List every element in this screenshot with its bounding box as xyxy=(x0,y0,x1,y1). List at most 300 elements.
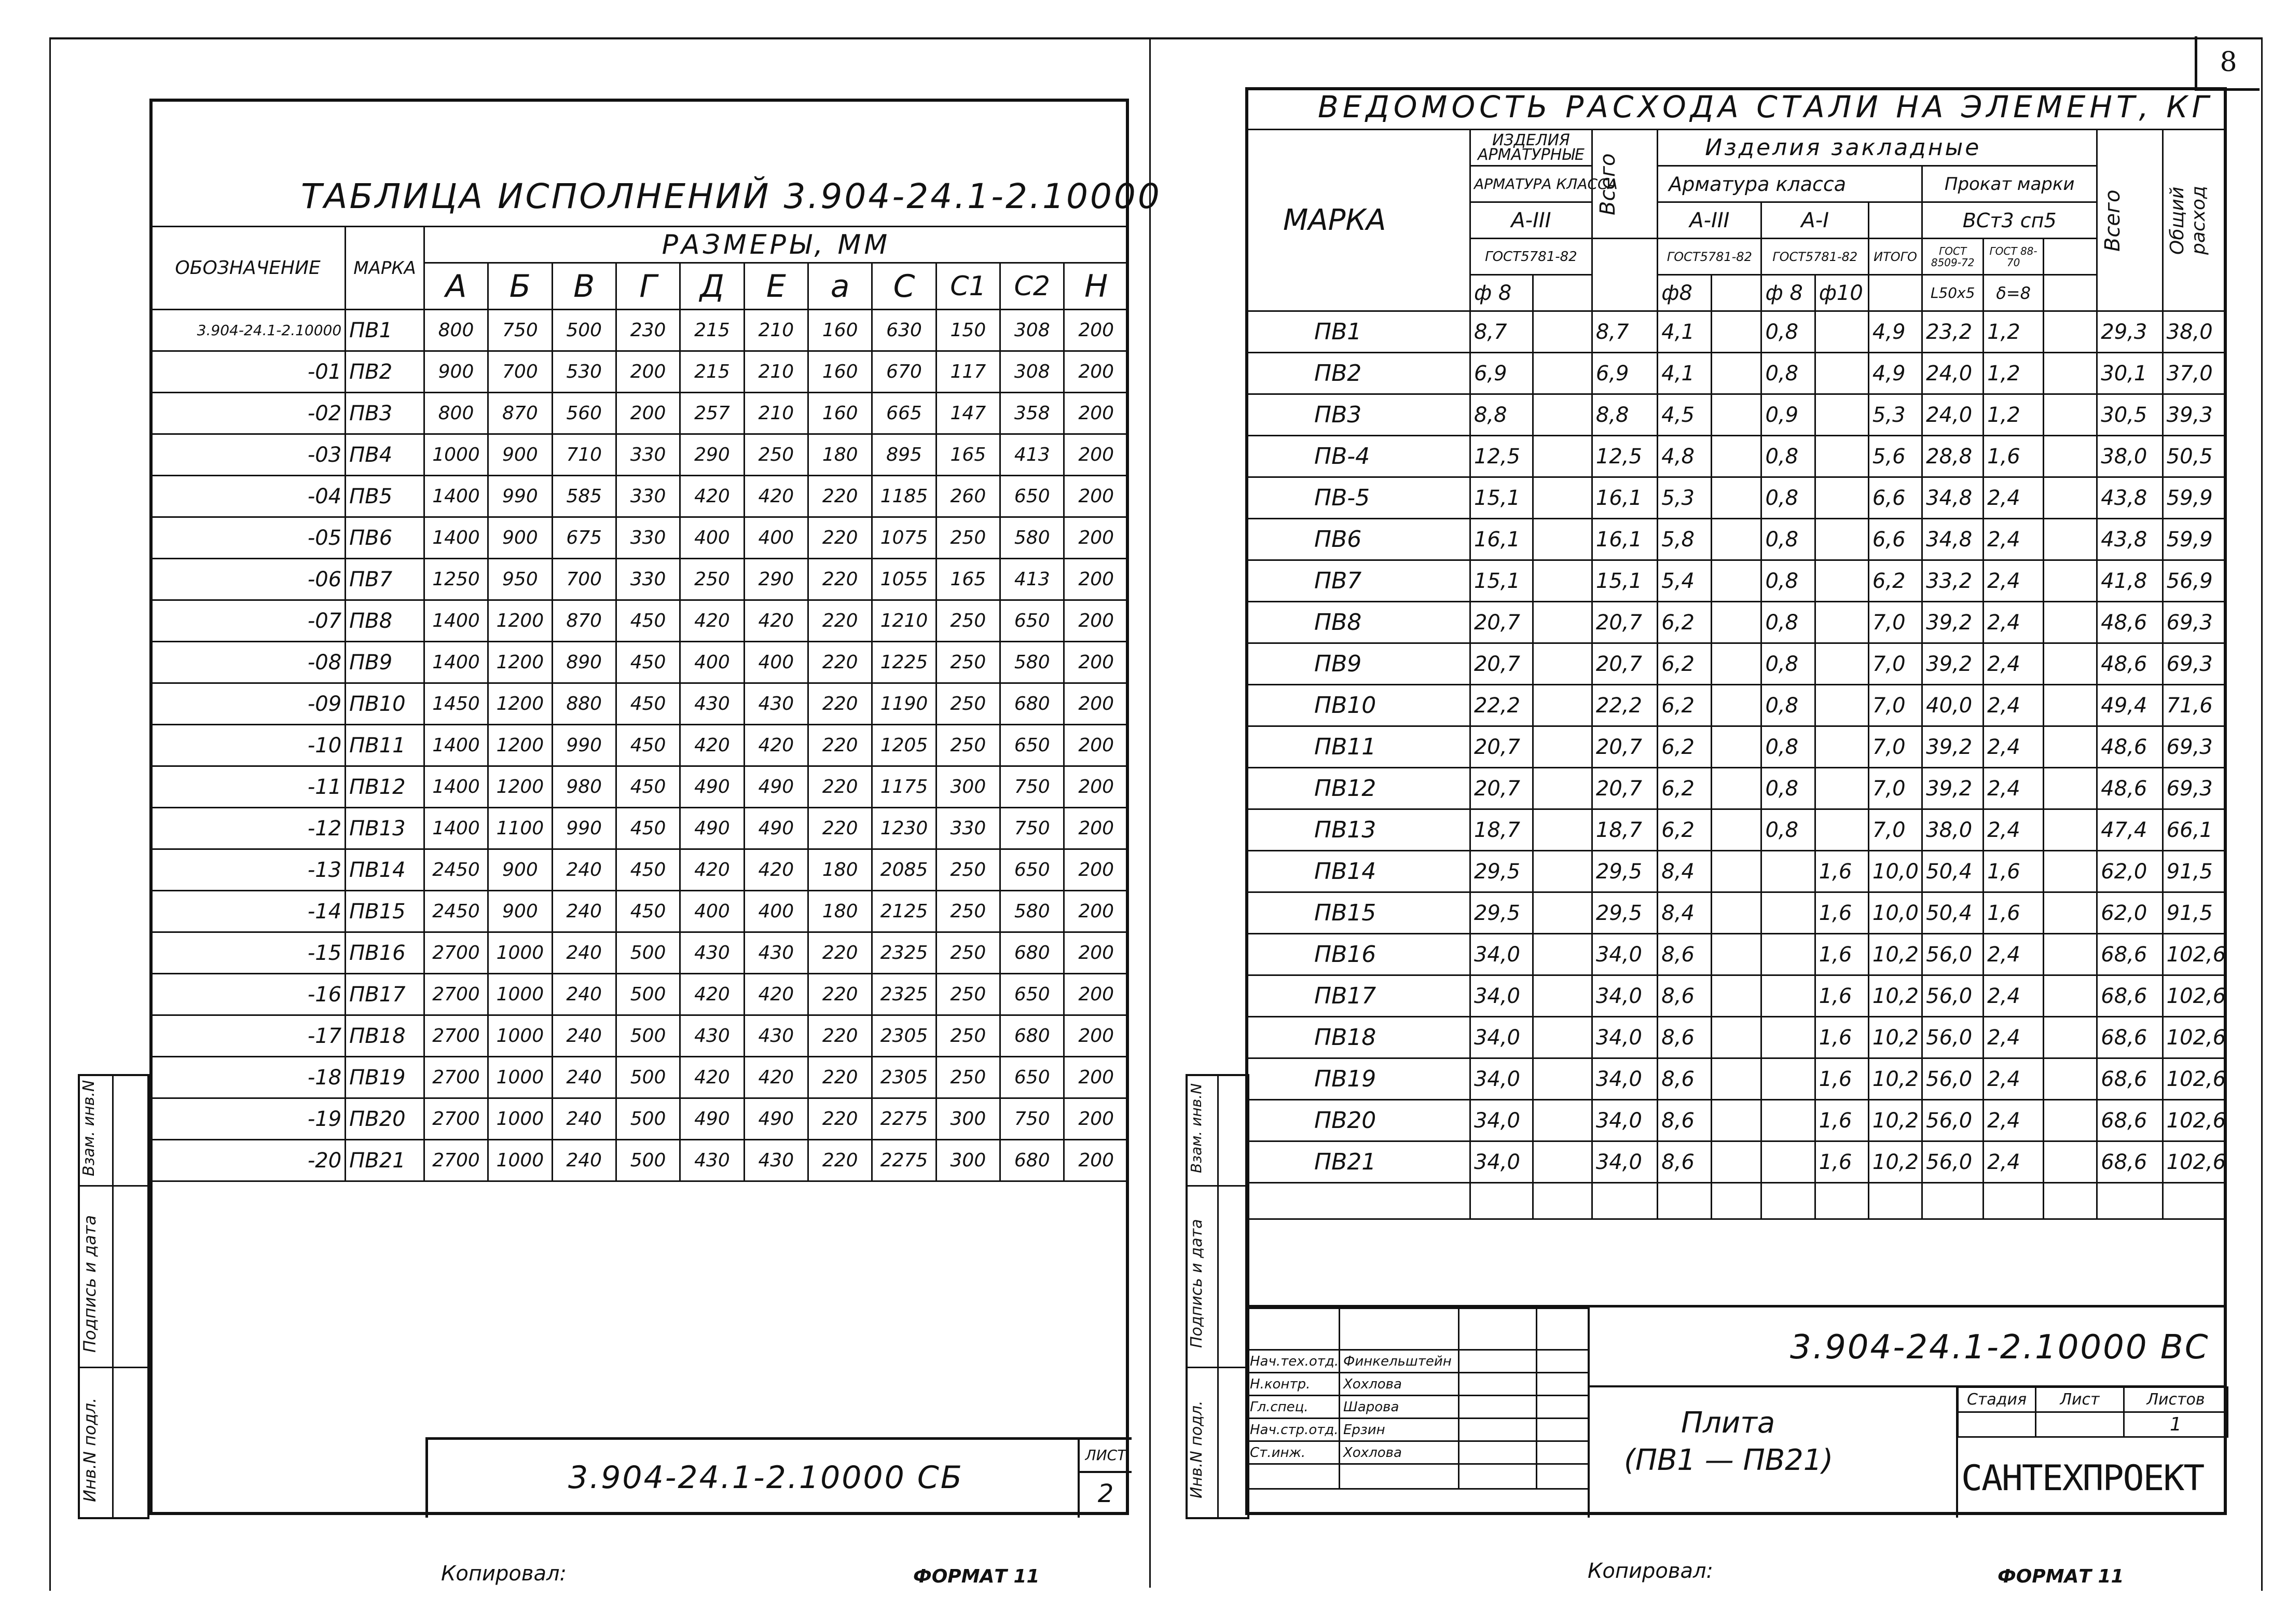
value-cell: 0,8 xyxy=(1761,436,1815,477)
value-cell: 62,0 xyxy=(2097,892,2163,934)
size-cell: 400 xyxy=(680,642,744,683)
size-cell: 200 xyxy=(1064,932,1128,974)
name-cell: Хохлова xyxy=(1340,1373,1459,1396)
value-cell: 38,0 xyxy=(1922,809,1984,851)
sheet-value xyxy=(2036,1412,2124,1437)
value-cell: 68,6 xyxy=(2097,1017,2163,1058)
size-cell: 750 xyxy=(1000,808,1064,849)
mark-cell: ПВ20 xyxy=(346,1098,424,1140)
value-cell: 16,1 xyxy=(1470,519,1533,560)
size-cell: 1400 xyxy=(424,517,488,559)
size-cell: 200 xyxy=(1064,476,1128,517)
side-label-vzam: Взам. инв.N xyxy=(80,1080,98,1176)
value-cell: 20,7 xyxy=(1592,602,1657,643)
size-cell: 250 xyxy=(936,517,1000,559)
size-cell: 220 xyxy=(808,1140,872,1181)
table-row xyxy=(150,476,1128,517)
rcol-total2: Всего xyxy=(2101,189,2125,252)
rcol-rebar-class: АРМАТУРА КЛАССА xyxy=(1470,166,1592,202)
size-cell: 1400 xyxy=(424,642,488,683)
designation-cell: -03 xyxy=(150,434,346,476)
size-cell: 490 xyxy=(744,808,808,849)
table-row xyxy=(1246,851,2226,892)
value-cell: 48,6 xyxy=(2097,602,2163,643)
rcol-prokat: Прокат марки xyxy=(1922,166,2097,202)
size-cell: 250 xyxy=(936,891,1000,932)
rcol-t8: δ=8 xyxy=(1984,275,2044,311)
value-cell: 6,9 xyxy=(1470,353,1533,394)
rcol-emb-a1: А-I xyxy=(1761,202,1868,239)
empty-cell xyxy=(1533,1100,1592,1141)
value-cell: 2,4 xyxy=(1984,1141,2044,1183)
right-side-stamp xyxy=(1186,1074,1249,1519)
value-cell: 7,0 xyxy=(1868,602,1922,643)
signature-cell xyxy=(1459,1396,1537,1419)
empty-cell xyxy=(1711,809,1761,851)
page-number: 8 xyxy=(2220,47,2237,78)
value-cell: 68,6 xyxy=(2097,1058,2163,1100)
value-cell: 10,2 xyxy=(1868,975,1922,1017)
mark-cell: ПВ7 xyxy=(346,559,424,600)
size-cell: 257 xyxy=(680,393,744,434)
value-cell: 0,8 xyxy=(1761,560,1815,602)
size-cell: 260 xyxy=(936,476,1000,517)
stage-label: Стадия xyxy=(1958,1387,2036,1412)
rcol-total: Всего xyxy=(1595,153,1620,215)
right-stamp xyxy=(1245,1305,2227,1518)
mark-cell: ПВ-5 xyxy=(1246,477,1470,519)
col-mark: МАРКА xyxy=(346,227,424,310)
value-cell: 28,8 xyxy=(1922,436,1984,477)
empty-cell xyxy=(2044,477,2097,519)
size-cell: 1000 xyxy=(488,1015,552,1057)
empty-cell xyxy=(2044,519,2097,560)
mark-cell: ПВ10 xyxy=(1246,685,1470,726)
size-cell: 900 xyxy=(424,351,488,393)
size-cell: 330 xyxy=(616,434,680,476)
value-cell: 20,7 xyxy=(1592,768,1657,809)
value-cell: 1,2 xyxy=(1984,353,2044,394)
size-cell: 490 xyxy=(680,766,744,808)
value-cell: 20,7 xyxy=(1470,768,1533,809)
size-cell: 430 xyxy=(680,683,744,725)
empty-cell xyxy=(2044,975,2097,1017)
value-cell: 12,5 xyxy=(1470,436,1533,477)
mark-cell: ПВ11 xyxy=(1246,726,1470,768)
size-cell: 220 xyxy=(808,766,872,808)
value-cell: 20,7 xyxy=(1592,643,1657,685)
size-cell: 330 xyxy=(616,559,680,600)
value-cell: 68,6 xyxy=(2097,934,2163,975)
value-cell: 8,7 xyxy=(1470,311,1533,353)
mark-cell: ПВ21 xyxy=(1246,1141,1470,1183)
size-cell: 2700 xyxy=(424,1140,488,1181)
value-cell: 50,4 xyxy=(1922,892,1984,934)
value-cell: 22,2 xyxy=(1470,685,1533,726)
mark-cell: ПВ4 xyxy=(346,434,424,476)
size-cell: 220 xyxy=(808,808,872,849)
value-cell: 68,6 xyxy=(2097,975,2163,1017)
value-cell xyxy=(1815,643,1868,685)
size-cell: 240 xyxy=(552,1098,616,1140)
designation-cell: -01 xyxy=(150,351,346,393)
size-cell: 1225 xyxy=(872,642,936,683)
size-cell: 200 xyxy=(1064,849,1128,891)
mark-cell: ПВ6 xyxy=(1246,519,1470,560)
empty-cell xyxy=(1711,1100,1761,1141)
value-cell: 0,8 xyxy=(1761,353,1815,394)
right-format: ФОРМАТ 11 xyxy=(1998,1566,2124,1587)
size-cell: 750 xyxy=(488,310,552,351)
left-side-stamp xyxy=(78,1074,149,1519)
sheet-label: Лист xyxy=(2036,1387,2124,1412)
rcol-emb-a3: А-III xyxy=(1658,202,1761,239)
size-cell: 220 xyxy=(808,517,872,559)
size-cell: 450 xyxy=(616,600,680,642)
signature-row xyxy=(1246,1419,1589,1441)
value-cell: 102,6 xyxy=(2163,1017,2226,1058)
mark-cell: ПВ16 xyxy=(346,932,424,974)
table-row xyxy=(150,642,1128,683)
mark-cell: ПВ19 xyxy=(346,1057,424,1098)
table-row xyxy=(1246,934,2226,975)
size-cell: 413 xyxy=(1000,559,1064,600)
signature-cell xyxy=(1459,1441,1537,1464)
mark-cell: ПВ-4 xyxy=(1246,436,1470,477)
empty-cell xyxy=(1533,768,1592,809)
size-cell: 430 xyxy=(744,683,808,725)
empty-cell xyxy=(1533,394,1592,436)
size-cell: 1200 xyxy=(488,642,552,683)
role-cell: Гл.спец. xyxy=(1246,1396,1340,1419)
col-b: Б xyxy=(488,263,552,310)
table-row xyxy=(1246,809,2226,851)
size-cell: 750 xyxy=(1000,766,1064,808)
rcol-emb-rebar: Арматура класса xyxy=(1658,166,1922,202)
col-a: А xyxy=(424,263,488,310)
rcol-total-cell xyxy=(1592,130,1657,239)
value-cell xyxy=(1815,685,1868,726)
size-cell: 2700 xyxy=(424,1057,488,1098)
value-cell: 0,8 xyxy=(1761,685,1815,726)
size-cell: 890 xyxy=(552,642,616,683)
designation-cell: -19 xyxy=(150,1098,346,1140)
mark-cell: ПВ9 xyxy=(1246,643,1470,685)
rcol-e1-d8: ф 8 xyxy=(1761,275,1815,311)
left-copied xyxy=(441,1562,567,1586)
size-cell: 900 xyxy=(488,434,552,476)
size-cell: 250 xyxy=(744,434,808,476)
mark-cell: ПВ12 xyxy=(1246,768,1470,809)
value-cell: 39,3 xyxy=(2163,394,2226,436)
value-cell: 5,6 xyxy=(1868,436,1922,477)
value-cell: 8,6 xyxy=(1658,934,1711,975)
value-cell: 34,0 xyxy=(1592,1141,1657,1183)
size-cell: 1100 xyxy=(488,808,552,849)
size-cell: 650 xyxy=(1000,725,1064,766)
designation-cell: -05 xyxy=(150,517,346,559)
size-cell: 210 xyxy=(744,393,808,434)
size-cell: 180 xyxy=(808,434,872,476)
size-cell: 2700 xyxy=(424,1015,488,1057)
right-table-title: ВЕДОМОСТЬ РАСХОДА СТАЛИ НА ЭЛЕМЕНТ, КГ xyxy=(1318,89,2213,125)
size-cell: 450 xyxy=(616,725,680,766)
table-row xyxy=(150,351,1128,393)
value-cell: 1,6 xyxy=(1984,892,2044,934)
size-cell: 200 xyxy=(1064,683,1128,725)
size-cell: 250 xyxy=(936,642,1000,683)
value-cell: 1,6 xyxy=(1815,1058,1868,1100)
size-cell: 900 xyxy=(488,849,552,891)
rcol-embedded: Изделия закладные xyxy=(1658,130,2097,166)
rcol-blank3 xyxy=(1533,275,1592,311)
value-cell: 8,4 xyxy=(1658,892,1711,934)
signature-cell xyxy=(1459,1373,1537,1396)
value-cell: 34,0 xyxy=(1470,1058,1533,1100)
signature-row xyxy=(1246,1396,1589,1419)
empty-cell xyxy=(1533,519,1592,560)
table-row xyxy=(150,974,1128,1015)
size-cell: 220 xyxy=(808,1015,872,1057)
size-cell: 200 xyxy=(1064,725,1128,766)
empty-cell xyxy=(1711,1017,1761,1058)
col-sizes: РАЗМЕРЫ, ММ xyxy=(424,227,1128,263)
size-cell: 1450 xyxy=(424,683,488,725)
value-cell: 1,6 xyxy=(1815,1141,1868,1183)
signature-table xyxy=(1245,1308,1589,1490)
size-cell: 650 xyxy=(1000,849,1064,891)
empty-cell xyxy=(2044,353,2097,394)
empty-cell xyxy=(1533,477,1592,519)
size-cell: 500 xyxy=(616,1057,680,1098)
mark-cell: ПВ17 xyxy=(346,974,424,1015)
value-cell: 66,1 xyxy=(2163,809,2226,851)
size-cell: 900 xyxy=(488,517,552,559)
size-cell: 215 xyxy=(680,310,744,351)
size-cell: 585 xyxy=(552,476,616,517)
stage-value xyxy=(1958,1412,2036,1437)
size-cell: 1000 xyxy=(488,1057,552,1098)
size-cell: 250 xyxy=(936,849,1000,891)
empty-cell xyxy=(2044,1141,2097,1183)
size-cell: 200 xyxy=(1064,1098,1128,1140)
empty-cell xyxy=(1533,560,1592,602)
empty-cell xyxy=(2044,685,2097,726)
value-cell: 34,0 xyxy=(1470,1100,1533,1141)
size-cell: 580 xyxy=(1000,891,1064,932)
value-cell: 2,4 xyxy=(1984,685,2044,726)
size-cell: 200 xyxy=(1064,517,1128,559)
empty-cell xyxy=(1711,311,1761,353)
size-cell: 220 xyxy=(808,974,872,1015)
value-cell: 8,6 xyxy=(1658,1017,1711,1058)
left-table-title: ТАБЛИЦА ИСПОЛНЕНИЙ 3.904-24.1-2.10000 xyxy=(301,176,1162,216)
empty-cell xyxy=(1711,436,1761,477)
size-cell: 990 xyxy=(552,808,616,849)
size-cell: 420 xyxy=(680,725,744,766)
size-cell: 330 xyxy=(936,808,1000,849)
value-cell: 5,4 xyxy=(1658,560,1711,602)
empty-cell xyxy=(2044,1017,2097,1058)
size-cell: 200 xyxy=(1064,1057,1128,1098)
empty-cell xyxy=(2044,851,2097,892)
size-cell: 670 xyxy=(872,351,936,393)
table-row xyxy=(150,434,1128,476)
value-cell: 2,4 xyxy=(1984,560,2044,602)
table-row xyxy=(1246,975,2226,1017)
col-e: Е xyxy=(744,263,808,310)
value-cell: 2,4 xyxy=(1984,643,2044,685)
table-row xyxy=(1246,560,2226,602)
size-cell: 240 xyxy=(552,849,616,891)
value-cell: 102,6 xyxy=(2163,975,2226,1017)
size-cell: 290 xyxy=(744,559,808,600)
rcol-overall: Общий расход xyxy=(2166,186,2209,255)
table-row xyxy=(1246,477,2226,519)
value-cell: 1,6 xyxy=(1984,436,2044,477)
value-cell: 2,4 xyxy=(1984,768,2044,809)
size-cell: 215 xyxy=(680,351,744,393)
size-cell: 430 xyxy=(744,1140,808,1181)
rcol-l50: L50х5 xyxy=(1922,275,1984,311)
size-cell: 1000 xyxy=(488,1140,552,1181)
empty-cell xyxy=(2044,726,2097,768)
mark-cell: ПВ1 xyxy=(1246,311,1470,353)
mark-cell: ПВ17 xyxy=(1246,975,1470,1017)
mark-cell: ПВ8 xyxy=(346,600,424,642)
size-cell: 400 xyxy=(744,517,808,559)
empty-cell xyxy=(2044,768,2097,809)
empty-cell xyxy=(2044,311,2097,353)
empty-cell xyxy=(2044,892,2097,934)
designation-cell: -20 xyxy=(150,1140,346,1181)
rcol-blank5 xyxy=(1868,275,1922,311)
role-cell: Н.контр. xyxy=(1246,1373,1340,1396)
size-cell: 420 xyxy=(680,1057,744,1098)
empty-cell xyxy=(1533,1058,1592,1100)
value-cell: 23,2 xyxy=(1922,311,1984,353)
value-cell: 34,8 xyxy=(1922,519,1984,560)
table-row xyxy=(150,517,1128,559)
value-cell: 102,6 xyxy=(2163,1141,2226,1183)
empty-cell xyxy=(1533,975,1592,1017)
value-cell: 6,6 xyxy=(1868,477,1922,519)
size-cell: 580 xyxy=(1000,642,1064,683)
value-cell: 69,3 xyxy=(2163,602,2226,643)
size-cell: 420 xyxy=(744,849,808,891)
value-cell: 6,2 xyxy=(1658,643,1711,685)
designation-cell: -04 xyxy=(150,476,346,517)
side-label-sign: Подпись и дата xyxy=(80,1215,100,1353)
mark-cell: ПВ1 xyxy=(346,310,424,351)
size-cell: 800 xyxy=(424,310,488,351)
size-cell: 710 xyxy=(552,434,616,476)
value-cell: 18,7 xyxy=(1592,809,1657,851)
value-cell: 29,5 xyxy=(1592,892,1657,934)
value-cell: 39,2 xyxy=(1922,643,1984,685)
value-cell: 68,6 xyxy=(2097,1141,2163,1183)
value-cell: 8,6 xyxy=(1658,1141,1711,1183)
rcol-e-d8: ф8 xyxy=(1658,275,1711,311)
table-row xyxy=(150,1098,1128,1140)
designation-cell: -16 xyxy=(150,974,346,1015)
size-cell: 308 xyxy=(1000,310,1064,351)
size-cell: 300 xyxy=(936,1098,1000,1140)
size-cell: 220 xyxy=(808,725,872,766)
size-cell: 1230 xyxy=(872,808,936,849)
value-cell: 2,4 xyxy=(1984,1058,2044,1100)
value-cell: 20,7 xyxy=(1470,726,1533,768)
left-format: ФОРМАТ 11 xyxy=(913,1566,1040,1587)
size-cell: 420 xyxy=(680,849,744,891)
table-row xyxy=(150,725,1128,766)
designation-cell: 3.904-24.1-2.10000 xyxy=(150,310,346,351)
value-cell: 1,6 xyxy=(1815,892,1868,934)
rcol-gost2: ГОСТ5781-82 xyxy=(1658,239,1761,275)
size-cell: 1200 xyxy=(488,725,552,766)
value-cell: 91,5 xyxy=(2163,892,2226,934)
date-cell xyxy=(1537,1441,1589,1464)
value-cell: 34,0 xyxy=(1592,975,1657,1017)
size-cell: 2085 xyxy=(872,849,936,891)
size-cell: 1205 xyxy=(872,725,936,766)
size-cell: 675 xyxy=(552,517,616,559)
size-cell: 250 xyxy=(936,1015,1000,1057)
size-cell: 680 xyxy=(1000,1140,1064,1181)
size-cell: 420 xyxy=(680,974,744,1015)
size-cell: 500 xyxy=(552,310,616,351)
value-cell: 39,2 xyxy=(1922,768,1984,809)
value-cell xyxy=(1815,394,1868,436)
size-cell: 240 xyxy=(552,1057,616,1098)
value-cell xyxy=(1761,934,1815,975)
mark-cell: ПВ20 xyxy=(1246,1100,1470,1141)
value-cell: 8,8 xyxy=(1592,394,1657,436)
value-cell xyxy=(1761,851,1815,892)
size-cell: 147 xyxy=(936,393,1000,434)
value-cell xyxy=(1761,975,1815,1017)
table-row xyxy=(1246,685,2226,726)
size-cell: 430 xyxy=(744,932,808,974)
table-row xyxy=(1246,436,2226,477)
size-cell: 180 xyxy=(808,849,872,891)
empty-cell xyxy=(2044,436,2097,477)
value-cell: 2,4 xyxy=(1984,934,2044,975)
right-stamp-code: 3.904-24.1-2.10000 ВС xyxy=(1790,1328,2210,1367)
value-cell xyxy=(1815,311,1868,353)
value-cell: 10,2 xyxy=(1868,1058,1922,1100)
size-cell: 680 xyxy=(1000,1015,1064,1057)
designation-cell: -11 xyxy=(150,766,346,808)
col-d: Д xyxy=(680,263,744,310)
value-cell: 10,2 xyxy=(1868,1141,1922,1183)
size-cell: 200 xyxy=(1064,1015,1128,1057)
value-cell: 8,6 xyxy=(1658,1100,1711,1141)
table-row xyxy=(150,1057,1128,1098)
value-cell: 56,0 xyxy=(1922,1058,1984,1100)
table-row xyxy=(1246,311,2226,353)
size-cell: 200 xyxy=(1064,310,1128,351)
value-cell: 71,6 xyxy=(2163,685,2226,726)
size-cell: 430 xyxy=(744,1015,808,1057)
value-cell: 16,1 xyxy=(1592,477,1657,519)
col-c1: С1 xyxy=(936,263,1000,310)
empty-cell xyxy=(1711,560,1761,602)
col-a-small: а xyxy=(808,263,872,310)
value-cell: 34,0 xyxy=(1592,1017,1657,1058)
size-cell: 200 xyxy=(1064,808,1128,849)
value-cell xyxy=(1815,726,1868,768)
